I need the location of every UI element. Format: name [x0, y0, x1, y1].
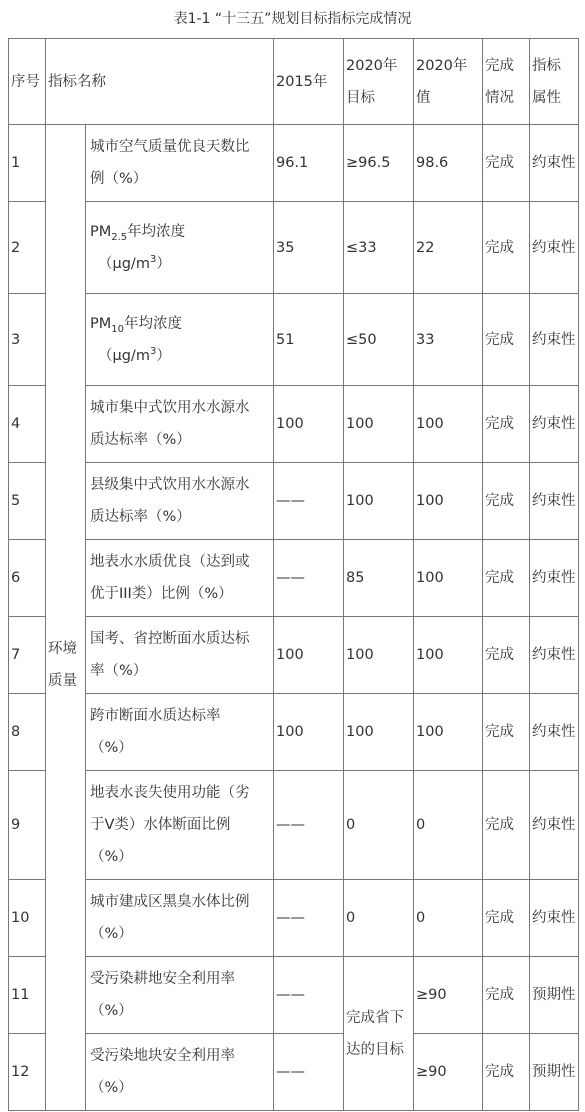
- table-row: [9, 1034, 579, 1111]
- row-name: 跨市断面水质达标率 （%）: [86, 694, 274, 771]
- row-target: 100: [344, 617, 414, 694]
- row-target: 85: [344, 540, 414, 617]
- row-2015: ——: [274, 957, 344, 1034]
- row-name: 受污染地块安全利用率 （%）: [86, 1034, 274, 1111]
- row-name: $PM_{2.5}$年均浓度 $(\mu g/m^3)$: [86, 202, 274, 294]
- row-seq: 7: [9, 617, 46, 694]
- row-target: ≥96.5: [344, 125, 414, 202]
- row-done: 完成: [483, 694, 530, 771]
- header-done-line2: 情况: [485, 89, 514, 106]
- row-done: 完成: [483, 294, 530, 386]
- row-value: 98.6: [414, 125, 483, 202]
- row-value: 100: [414, 617, 483, 694]
- header-done: [483, 39, 530, 125]
- header-2015: 2015年: [274, 39, 344, 125]
- row-2015: 100: [274, 617, 344, 694]
- row-name: $PM_{10}$年均浓度 $(\mu g/m^3)$: [86, 294, 274, 386]
- merged-target-line2: 达的目标: [346, 1041, 404, 1058]
- table-row: [9, 880, 579, 957]
- row-seq: 1: [9, 125, 46, 202]
- table-row: [9, 771, 579, 880]
- table-row: [9, 294, 579, 386]
- header-target: [344, 39, 414, 125]
- row-name: 县级集中式饮用水水源水 质达标率（%）: [86, 463, 274, 540]
- row-seq: 5: [9, 463, 46, 540]
- row-target: 0: [344, 771, 414, 880]
- row-target: ≤50: [344, 294, 414, 386]
- row-attr: 预期性: [530, 1034, 579, 1111]
- row-name: 城市空气质量优良天数比 例（%）: [86, 125, 274, 202]
- row-seq: 8: [9, 694, 46, 771]
- row-2015: 35: [274, 202, 344, 294]
- table-row: [9, 202, 579, 294]
- row-2015: 51: [274, 294, 344, 386]
- row-2015: ——: [274, 771, 344, 880]
- row-seq: 12: [9, 1034, 46, 1111]
- row-value: 100: [414, 540, 483, 617]
- header-value-line1: 2020年: [416, 57, 468, 74]
- category-line1: 环境: [48, 641, 77, 657]
- header-name: 指标名称: [46, 39, 274, 125]
- table-row: [9, 125, 579, 202]
- row-done: 完成: [483, 1034, 530, 1111]
- category-cell: [46, 125, 86, 1111]
- indicator-table: [8, 38, 579, 1111]
- category-line2: 质量: [48, 673, 77, 689]
- row-2015: ——: [274, 540, 344, 617]
- row-attr: 约束性: [530, 125, 579, 202]
- row-target: ≤33: [344, 202, 414, 294]
- row-target: 100: [344, 463, 414, 540]
- row-value: ≥90: [414, 957, 483, 1034]
- row-seq: 9: [9, 771, 46, 880]
- row-done: 完成: [483, 202, 530, 294]
- row-seq: 4: [9, 386, 46, 463]
- table-row: [9, 617, 579, 694]
- row-done: 完成: [483, 540, 530, 617]
- row-attr: 约束性: [530, 617, 579, 694]
- row-seq: 3: [9, 294, 46, 386]
- row-name: 城市建成区黑臭水体比例 （%）: [86, 880, 274, 957]
- row-value: 0: [414, 880, 483, 957]
- row-done: 完成: [483, 463, 530, 540]
- row-value: 100: [414, 463, 483, 540]
- row-done: 完成: [483, 957, 530, 1034]
- row-done: 完成: [483, 386, 530, 463]
- row-name: 地表水水质优良（达到或 优于III类）比例（%）: [86, 540, 274, 617]
- header-target-line1: 2020年: [346, 57, 398, 74]
- header-attr-line2: 属性: [532, 89, 561, 106]
- row-value: 22: [414, 202, 483, 294]
- row-2015: ——: [274, 1034, 344, 1111]
- table-row: [9, 957, 579, 1034]
- table-row: [9, 463, 579, 540]
- row-2015: 100: [274, 386, 344, 463]
- row-attr: 约束性: [530, 771, 579, 880]
- table-row: [9, 694, 579, 771]
- merged-target: [344, 957, 414, 1111]
- header-value-line2: 值: [416, 89, 431, 106]
- row-seq: 6: [9, 540, 46, 617]
- row-done: 完成: [483, 771, 530, 880]
- row-done: 完成: [483, 125, 530, 202]
- header-seq: 序号: [9, 39, 46, 125]
- row-2015: 96.1: [274, 125, 344, 202]
- row-value: 100: [414, 694, 483, 771]
- table-row: [9, 540, 579, 617]
- header-done-line1: 完成: [485, 57, 514, 74]
- row-value: 0: [414, 771, 483, 880]
- row-2015: 100: [274, 694, 344, 771]
- row-attr: 约束性: [530, 294, 579, 386]
- row-attr: 预期性: [530, 957, 579, 1034]
- row-done: 完成: [483, 617, 530, 694]
- row-seq: 10: [9, 880, 46, 957]
- header-attr-line1: 指标: [532, 57, 561, 74]
- row-target: 100: [344, 694, 414, 771]
- row-name: 受污染耕地安全利用率 （%）: [86, 957, 274, 1034]
- table-row: [9, 386, 579, 463]
- header-value: [414, 39, 483, 125]
- row-2015: ——: [274, 880, 344, 957]
- row-target: 0: [344, 880, 414, 957]
- table-caption: 表1-1 “十三五”规划目标指标完成情况: [173, 11, 412, 27]
- row-seq: 2: [9, 202, 46, 294]
- header-attr: [530, 39, 579, 125]
- row-name: 国考、省控断面水质达标 率（%）: [86, 617, 274, 694]
- row-value: 33: [414, 294, 483, 386]
- row-target: 100: [344, 386, 414, 463]
- row-seq: 11: [9, 957, 46, 1034]
- row-attr: 约束性: [530, 463, 579, 540]
- row-attr: 约束性: [530, 880, 579, 957]
- row-name: 地表水丧失使用功能（劣 于V类）水体断面比例 （%）: [86, 771, 274, 880]
- row-attr: 约束性: [530, 540, 579, 617]
- row-attr: 约束性: [530, 386, 579, 463]
- row-name: 城市集中式饮用水水源水 质达标率（%）: [86, 386, 274, 463]
- row-value: ≥90: [414, 1034, 483, 1111]
- merged-target-line1: 完成省下: [346, 1009, 404, 1026]
- row-value: 100: [414, 386, 483, 463]
- header-target-line2: 目标: [346, 89, 375, 106]
- row-attr: 约束性: [530, 694, 579, 771]
- table-header-row: [9, 39, 579, 125]
- row-done: 完成: [483, 880, 530, 957]
- row-attr: 约束性: [530, 202, 579, 294]
- row-2015: ——: [274, 463, 344, 540]
